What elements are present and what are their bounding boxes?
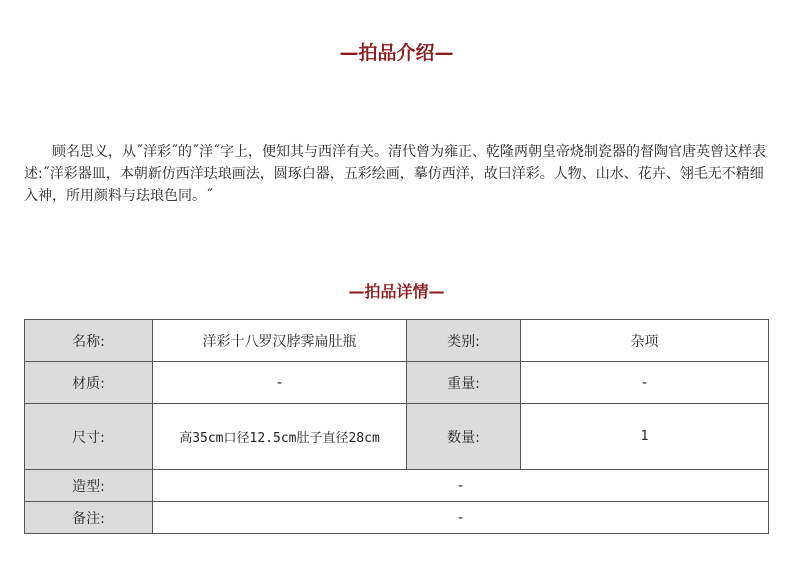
weight-value: - (521, 362, 769, 404)
category-value: 杂项 (521, 320, 769, 362)
details-section-title: —拍品详情— (348, 282, 445, 301)
size-label: 尺寸: (25, 404, 153, 470)
shape-value: - (153, 470, 769, 502)
remark-label: 备注: (25, 502, 153, 534)
intro-section-title: —拍品介绍— (339, 42, 454, 64)
table-row (25, 502, 769, 534)
shape-label: 造型: (25, 470, 153, 502)
weight-label: 重量: (407, 362, 521, 404)
size-value: 高35cm口径12.5cm肚子直径28cm (153, 404, 407, 470)
details-table (24, 319, 769, 534)
quantity-value: 1 (521, 404, 769, 470)
table-row (25, 470, 769, 502)
quantity-label: 数量: (407, 404, 521, 470)
material-value: - (153, 362, 407, 404)
table-row (25, 320, 769, 362)
name-label: 名称: (25, 320, 153, 362)
category-label: 类别: (407, 320, 521, 362)
name-value: 洋彩十八罗汉脖霁扁肚瓶 (153, 320, 407, 362)
table-row (25, 362, 769, 404)
remark-value: - (153, 502, 769, 534)
table-row (25, 404, 769, 470)
intro-paragraph: 顾名思义，从˝洋彩˝的˝洋˝字上，便知其与西洋有关。清代曾为雍正、乾隆两朝皇帝烧制瓷器的督陶官唐英曾这样表述:˝洋彩器皿，本朝新仿西洋珐琅画法，圆琢白器，五彩绘画，摹仿西洋，故曰洋彩。人物、山水、花卉、翎毛无不精细入神，所用颜料与珐琅色同。˝ (24, 144, 766, 204)
material-label: 材质: (25, 362, 153, 404)
